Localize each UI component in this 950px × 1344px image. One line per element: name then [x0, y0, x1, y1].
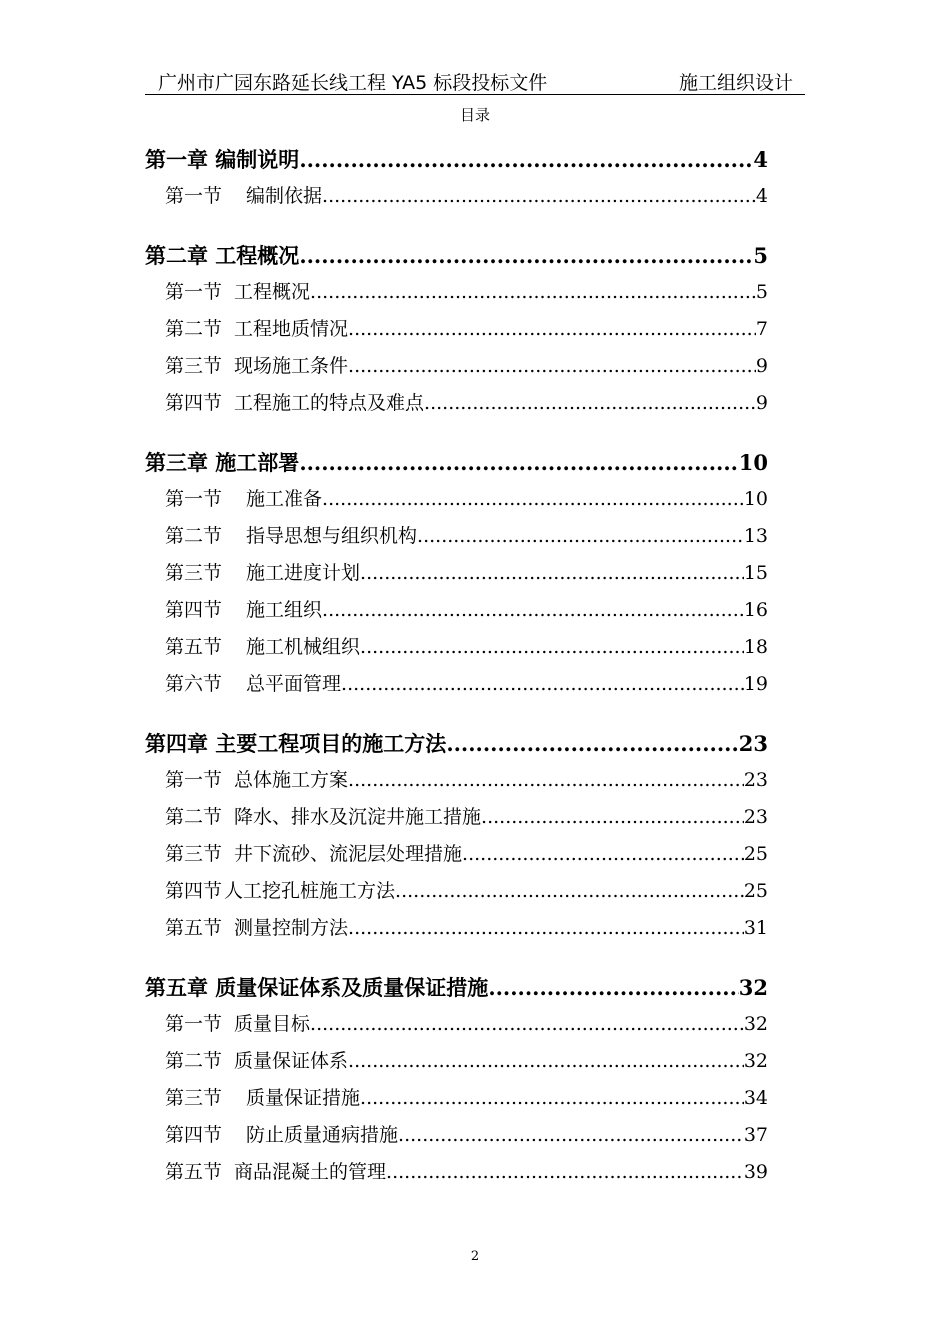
section-title: 现场施工条件 [234, 355, 349, 377]
dot-leader [348, 769, 744, 791]
section-number: 第五节 [165, 636, 223, 658]
toc-section-entry[interactable] [145, 913, 768, 950]
section-title: 测量控制方法 [234, 917, 349, 939]
section-page-number: 25 [743, 843, 768, 865]
dot-leader [424, 392, 756, 414]
toc-section-entry[interactable] [145, 876, 768, 913]
dot-leader [310, 1013, 744, 1035]
chapter-title: 第一章 编制说明 [145, 147, 300, 172]
section-title: 质量保证措施 [246, 1087, 361, 1109]
chapter-title: 第二章 工程概况 [145, 243, 300, 268]
dot-leader [481, 806, 744, 828]
section-number: 第一节 [165, 1013, 223, 1035]
dot-leader [341, 673, 744, 695]
section-title: 人工挖孔桩施工方法 [224, 880, 396, 902]
section-number: 第三节 [165, 355, 223, 377]
section-title: 工程概况 [234, 281, 311, 303]
section-title: 工程施工的特点及难点 [234, 392, 425, 414]
dot-leader [488, 975, 738, 1000]
section-page-number: 16 [743, 599, 768, 621]
dot-leader [348, 917, 744, 939]
toc-section-entry[interactable] [145, 1009, 768, 1046]
toc-section-entry[interactable] [145, 314, 768, 351]
section-title: 编制依据 [246, 185, 323, 207]
section-title: 质量保证体系 [234, 1050, 349, 1072]
dot-leader [348, 1050, 744, 1072]
section-number: 第五节 [165, 1161, 223, 1183]
toc-section-entry[interactable] [145, 181, 768, 218]
dot-leader [348, 318, 756, 340]
section-title: 指导思想与组织机构 [246, 525, 418, 547]
section-title: 井下流砂、流泥层处理措施 [234, 843, 463, 865]
section-title: 施工进度计划 [246, 562, 361, 584]
chapter-page-number: 10 [738, 450, 768, 475]
section-page-number: 4 [755, 185, 768, 207]
section-number: 第四节 [165, 599, 223, 621]
section-number: 第一节 [165, 769, 223, 791]
section-page-number: 23 [743, 806, 768, 828]
section-number: 第三节 [165, 562, 223, 584]
section-number: 第三节 [165, 1087, 223, 1109]
dot-leader [360, 562, 744, 584]
section-number: 第二节 [165, 525, 223, 547]
toc-section-entry[interactable] [145, 388, 768, 425]
toc-chapter-entry[interactable] [145, 144, 768, 181]
section-page-number: 18 [743, 636, 768, 658]
section-page-number: 7 [755, 318, 768, 340]
dot-leader [299, 147, 753, 172]
toc-section-entry[interactable] [145, 351, 768, 388]
section-number: 第一节 [165, 185, 223, 207]
document-category: 施工组织设计 [678, 72, 793, 94]
section-number: 第四节 [165, 1124, 223, 1146]
section-title: 工程地质情况 [234, 318, 349, 340]
section-title: 施工机械组织 [246, 636, 361, 658]
toc-section-entry[interactable] [145, 839, 768, 876]
toc-section-entry[interactable] [145, 484, 768, 521]
chapter-title: 第四章 主要工程项目的施工方法 [145, 731, 447, 756]
toc-section-entry[interactable] [145, 802, 768, 839]
section-page-number: 5 [755, 281, 768, 303]
section-page-number: 34 [743, 1087, 768, 1109]
toc-chapter-entry[interactable] [145, 240, 768, 277]
chapter-page-number: 4 [753, 147, 768, 172]
section-number: 第二节 [165, 1050, 223, 1072]
section-page-number: 9 [755, 355, 768, 377]
toc-section-entry[interactable] [145, 595, 768, 632]
dot-leader [417, 525, 744, 547]
toc-section-entry[interactable] [145, 277, 768, 314]
section-title: 总平面管理 [246, 673, 342, 695]
section-title: 质量目标 [234, 1013, 311, 1035]
toc-section-entry[interactable] [145, 632, 768, 669]
dot-leader [395, 880, 744, 902]
section-number: 第五节 [165, 917, 223, 939]
dot-leader [386, 1161, 744, 1183]
toc-section-entry[interactable] [145, 521, 768, 558]
dot-leader [310, 281, 756, 303]
section-number: 第一节 [165, 281, 223, 303]
section-title: 施工组织 [246, 599, 323, 621]
toc-section-entry[interactable] [145, 669, 768, 706]
toc-section-entry[interactable] [145, 558, 768, 595]
section-title: 总体施工方案 [234, 769, 349, 791]
page-header [145, 62, 805, 95]
section-number: 第三节 [165, 843, 223, 865]
section-page-number: 31 [743, 917, 768, 939]
chapter-page-number: 32 [738, 975, 768, 1000]
section-page-number: 19 [743, 673, 768, 695]
toc-chapter-entry[interactable] [145, 728, 768, 765]
section-page-number: 13 [743, 525, 768, 547]
chapter-title: 第三章 施工部署 [145, 450, 300, 475]
section-title: 商品混凝土的管理 [234, 1161, 387, 1183]
dot-leader [398, 1124, 744, 1146]
dot-leader [348, 355, 756, 377]
section-number: 第二节 [165, 806, 223, 828]
section-number: 第二节 [165, 318, 223, 340]
dot-leader [462, 843, 744, 865]
section-page-number: 9 [755, 392, 768, 414]
section-title: 施工准备 [246, 488, 323, 510]
section-page-number: 10 [743, 488, 768, 510]
chapter-page-number: 23 [738, 731, 768, 756]
toc-section-entry[interactable] [145, 765, 768, 802]
section-page-number: 32 [743, 1013, 768, 1035]
section-page-number: 25 [743, 880, 768, 902]
section-page-number: 32 [743, 1050, 768, 1072]
dot-leader [446, 731, 738, 756]
section-number: 第四节 [165, 880, 223, 902]
toc-section-entry[interactable] [145, 1157, 768, 1194]
toc-chapter-entry[interactable] [145, 972, 768, 1009]
section-page-number: 39 [743, 1161, 768, 1183]
toc-heading: 目录 [459, 106, 490, 124]
dot-leader [299, 243, 753, 268]
section-title: 降水、排水及沉淀井施工措施 [234, 806, 482, 828]
dot-leader [360, 636, 744, 658]
document-title: 广州市广园东路延长线工程 YA5 标段投标文件 [158, 72, 548, 94]
section-page-number: 23 [743, 769, 768, 791]
section-number: 第一节 [165, 488, 223, 510]
toc-chapter-entry[interactable] [145, 447, 768, 484]
section-page-number: 37 [743, 1124, 768, 1146]
toc-section-entry[interactable] [145, 1083, 768, 1120]
table-of-contents [145, 140, 768, 1194]
dot-leader [299, 450, 738, 475]
dot-leader [322, 185, 756, 207]
section-number: 第四节 [165, 392, 223, 414]
chapter-title: 第五章 质量保证体系及质量保证措施 [145, 975, 489, 1000]
dot-leader [322, 488, 744, 510]
toc-section-entry[interactable] [145, 1120, 768, 1157]
section-page-number: 15 [743, 562, 768, 584]
chapter-page-number: 5 [753, 243, 768, 268]
section-title: 防止质量通病措施 [246, 1124, 399, 1146]
page-number: 2 [470, 1249, 480, 1264]
section-number: 第六节 [165, 673, 223, 695]
dot-leader [322, 599, 744, 621]
dot-leader [360, 1087, 744, 1109]
toc-section-entry[interactable] [145, 1046, 768, 1083]
